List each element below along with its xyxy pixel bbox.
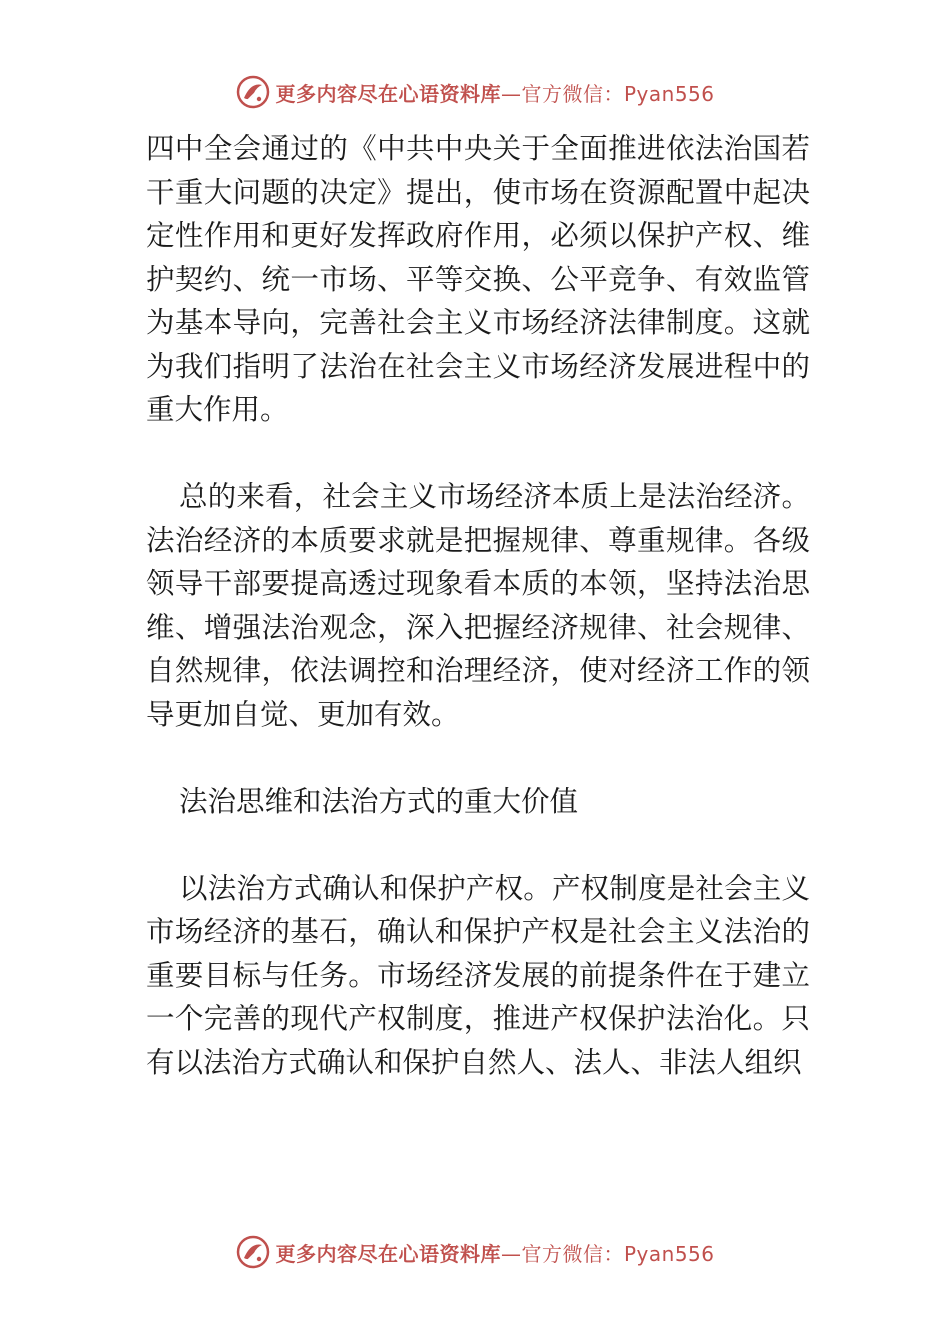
brand-logo-icon: [235, 74, 271, 110]
header-banner: [0, 72, 950, 112]
header-banner-main: 更多内容尽在心语资料库: [275, 81, 501, 106]
header-banner-sep: —: [500, 81, 522, 106]
footer-banner-sep: —: [500, 1241, 522, 1266]
footer-banner-main: 更多内容尽在心语资料库: [275, 1241, 501, 1266]
paragraph-1: 四中全会通过的《中共中央关于全面推进依法治国若干重大问题的决定》提出，使市场在资源配置中起决定性作用和更好发挥政府作用，必须以保护产权、维护契约、统一市场、平等交换、公平竞争、有效监管为基本导向，完善社会主义市场经济法律制度。这就为我们指明了法治在社会主义市场经济发展进程中的重大作用。: [146, 132, 810, 426]
footer-banner-id: Pyan556: [623, 1241, 715, 1266]
footer-banner-text: [275, 1238, 714, 1267]
section-heading: 法治思维和法治方式的重大价值: [179, 784, 579, 818]
paragraph-3: 以法治方式确认和保护产权。产权制度是社会主义市场经济的基石，确认和保护产权是社会主义法治的重要目标与任务。市场经济发展的前提条件在于建立一个完善的现代产权制度，推进产权保护法治化。只有以法治方式确认和保护自然人、法人、非法人组织: [146, 871, 810, 1079]
footer-banner-wechat: 官方微信：: [521, 1241, 624, 1266]
brand-logo-icon: [235, 1234, 271, 1270]
header-banner-text: [275, 78, 714, 107]
header-banner-id: Pyan556: [623, 81, 715, 106]
header-banner-wechat: 官方微信：: [521, 81, 624, 106]
paragraph-2: 总的来看，社会主义市场经济本质上是法治经济。法治经济的本质要求就是把握规律、尊重规律。各级领导干部要提高透过现象看本质的本领，坚持法治思维、增强法治观念，深入把握经济规律、社会规律、自然规律，依法调控和治理经济，使对经济工作的领导更加自觉、更加有效。: [146, 480, 810, 731]
footer-banner: [0, 1232, 950, 1272]
document-body: [146, 127, 810, 1128]
